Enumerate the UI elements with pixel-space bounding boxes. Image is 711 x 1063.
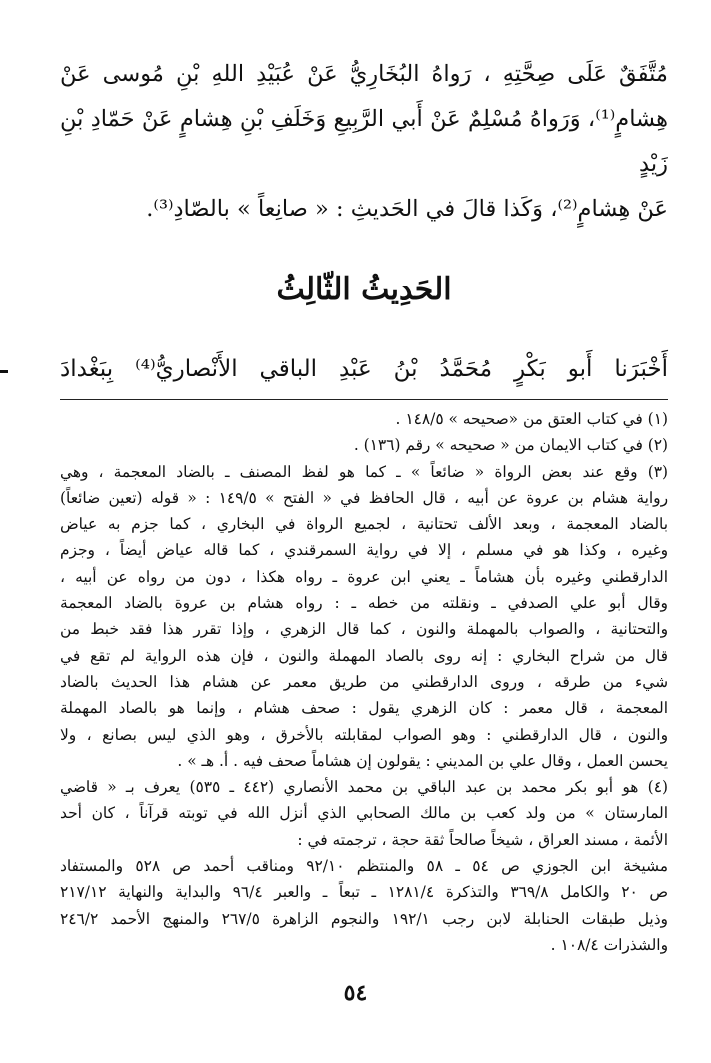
footnote-line: (٣) وقع عند بعض الرواة « ضائعاً » ـ كما هو لفظ المصنف ـ بالضاد المعجمة ، وهي <box>60 462 668 481</box>
footnote-line: (١) في كتاب العتق من «صحيحه » ١٤٨/٥ . <box>395 410 668 428</box>
footnote-divider <box>60 399 668 400</box>
footnote-line: شيء من طرقه ، وروى الدارقطني من طريق معمر عن هشام هذا الحديث بالضاد <box>60 672 668 691</box>
isnad-line: أَخْبَرَنا أَبو بَكْرٍ مُحَمَّدُ بْنُ عَبْدِ الباقي الأَنْصاريُّ⁽⁴⁾ بِبَغْدادَ <box>60 356 668 382</box>
main-text-line: هِشامٍ⁽¹⁾، وَرَواهُ مُسْلِمٌ عَنْ أَبي الرَّبِيعِ وَخَلَفِ بْنِ هِشامٍ عَنْ حَمّادِ بْنِ زَيْدٍ <box>60 106 668 177</box>
footnote-line: والتحتانية ، والصواب بالمهملة والنون ، كما قال الزهري ، وإذا تقرر هذا فقد خبط من <box>60 620 668 639</box>
footnote-line: الأئمة ، مسند العراق ، شيخاً صالحاً ثقة حجة ، ترجمته في : <box>297 830 668 849</box>
footnote-line: رواية هشام بن عروة عن أبيه ، قال الحافظ في « الفتح » ١٤٩/٥ : « قوله (تعين ضائعاً) <box>60 488 669 507</box>
footnote-line: والشذرات ١٠٨/٤ . <box>550 935 668 954</box>
footnotes <box>60 406 668 958</box>
footnote-line: بالضاد المعجمة ، وبعد الألف تحتانية ، لجميع الرواة في البخاري ، كما جزم به عياض <box>60 515 668 534</box>
footnote-3 <box>60 459 668 775</box>
footnote-line: يحسن العمل ، وقال علي بن المديني : يقولون إن هشاماً صحف فيه . أ. هـ » . <box>177 751 668 770</box>
margin-mark <box>0 370 8 373</box>
footnote-line: وغيره ، وكذا هو في مسلم ، إلا في رواية السمرقندي ، كما قاله عياض أيضاً ، وجزم <box>60 541 669 560</box>
page-number: ٥٤ <box>343 980 368 1006</box>
book-page <box>60 52 668 958</box>
main-text-line: مُتَّفَقٌ عَلَى صِحَّتِهِ ، رَواهُ البُخَارِيُّ عَنْ عُبَيْدِ اللهِ بْنِ مُوسى عَنْ <box>60 61 668 87</box>
footnote-line: (٢) في كتاب الايمان من « صحيحه » رقم (١٣٦) . <box>353 436 668 455</box>
footnote-line: ص ٢٠ والكامل ٣٦٩/٨ والتذكرة ١٢٨١/٤ ـ تبعاً ـ والعبر ٩٦/٤ والبداية والنهاية ٢١٧/١٢ <box>60 883 668 902</box>
main-text-line: عَنْ هِشامٍ⁽²⁾، وَكَذا قالَ في الحَديثِ : « صانِعاً » بالصّادِ⁽³⁾. <box>146 196 668 222</box>
section-title: الحَدِيثُ الثّالِثُ <box>276 272 452 307</box>
footnote-2 <box>60 432 668 458</box>
footnote-4 <box>60 774 668 958</box>
main-text <box>60 52 668 232</box>
footnote-line: الدارقطني وغيره بأن هشاماً ـ يعني ابن عروة ـ رواه هكذا ، دون من رواه عن أبيه ، <box>60 567 668 586</box>
footnote-line: مشيخة ابن الجوزي ص ٥٤ ـ ٥٨ والمنتظم ٩٢/١٠ ومناقب أحمد ص ٥٢٨ والمستفاد <box>60 857 669 876</box>
footnote-1 <box>60 406 668 432</box>
footnote-line: والنون ، قال الدارقطني : وهو الصواب لمقابلته بالأخرق ، وهو الذي ليس بصانع ، ولا <box>60 725 668 744</box>
footnote-line: المارستان » من ولد كعب بن مالك الصحابي الذي أنزل الله في توبته قرآناً ، كان أحد <box>60 804 668 823</box>
footnote-line: وذيل طبقات الحنابلة لابن رجب ١٩٢/١ والنجوم الزاهرة ٢٦٧/٥ والمنهج الأحمد ٢٤٦/٢ <box>60 909 668 928</box>
footnote-line: وقال أبو علي الصدفي ـ ونقلته من خطه ـ : رواه هشام بن عروة بالضاد المعجمة <box>60 594 668 613</box>
footnote-line: المعجمة ، قال معمر : كان الزهري يقول : صحف هشام ، وإنما هو بالصاد المهملة <box>60 699 668 718</box>
footnote-line: (٤) هو أبو بكر محمد بن عبد الباقي بن محمد الأنصاري (٤٤٢ ـ ٥٣٥) يعرف بـ « قاضي <box>60 778 668 797</box>
footnote-line: قال من شراح البخاري : إنه روى بالصاد المهملة والنون ، فإن هذه الرواية لم تقع في <box>60 646 668 665</box>
